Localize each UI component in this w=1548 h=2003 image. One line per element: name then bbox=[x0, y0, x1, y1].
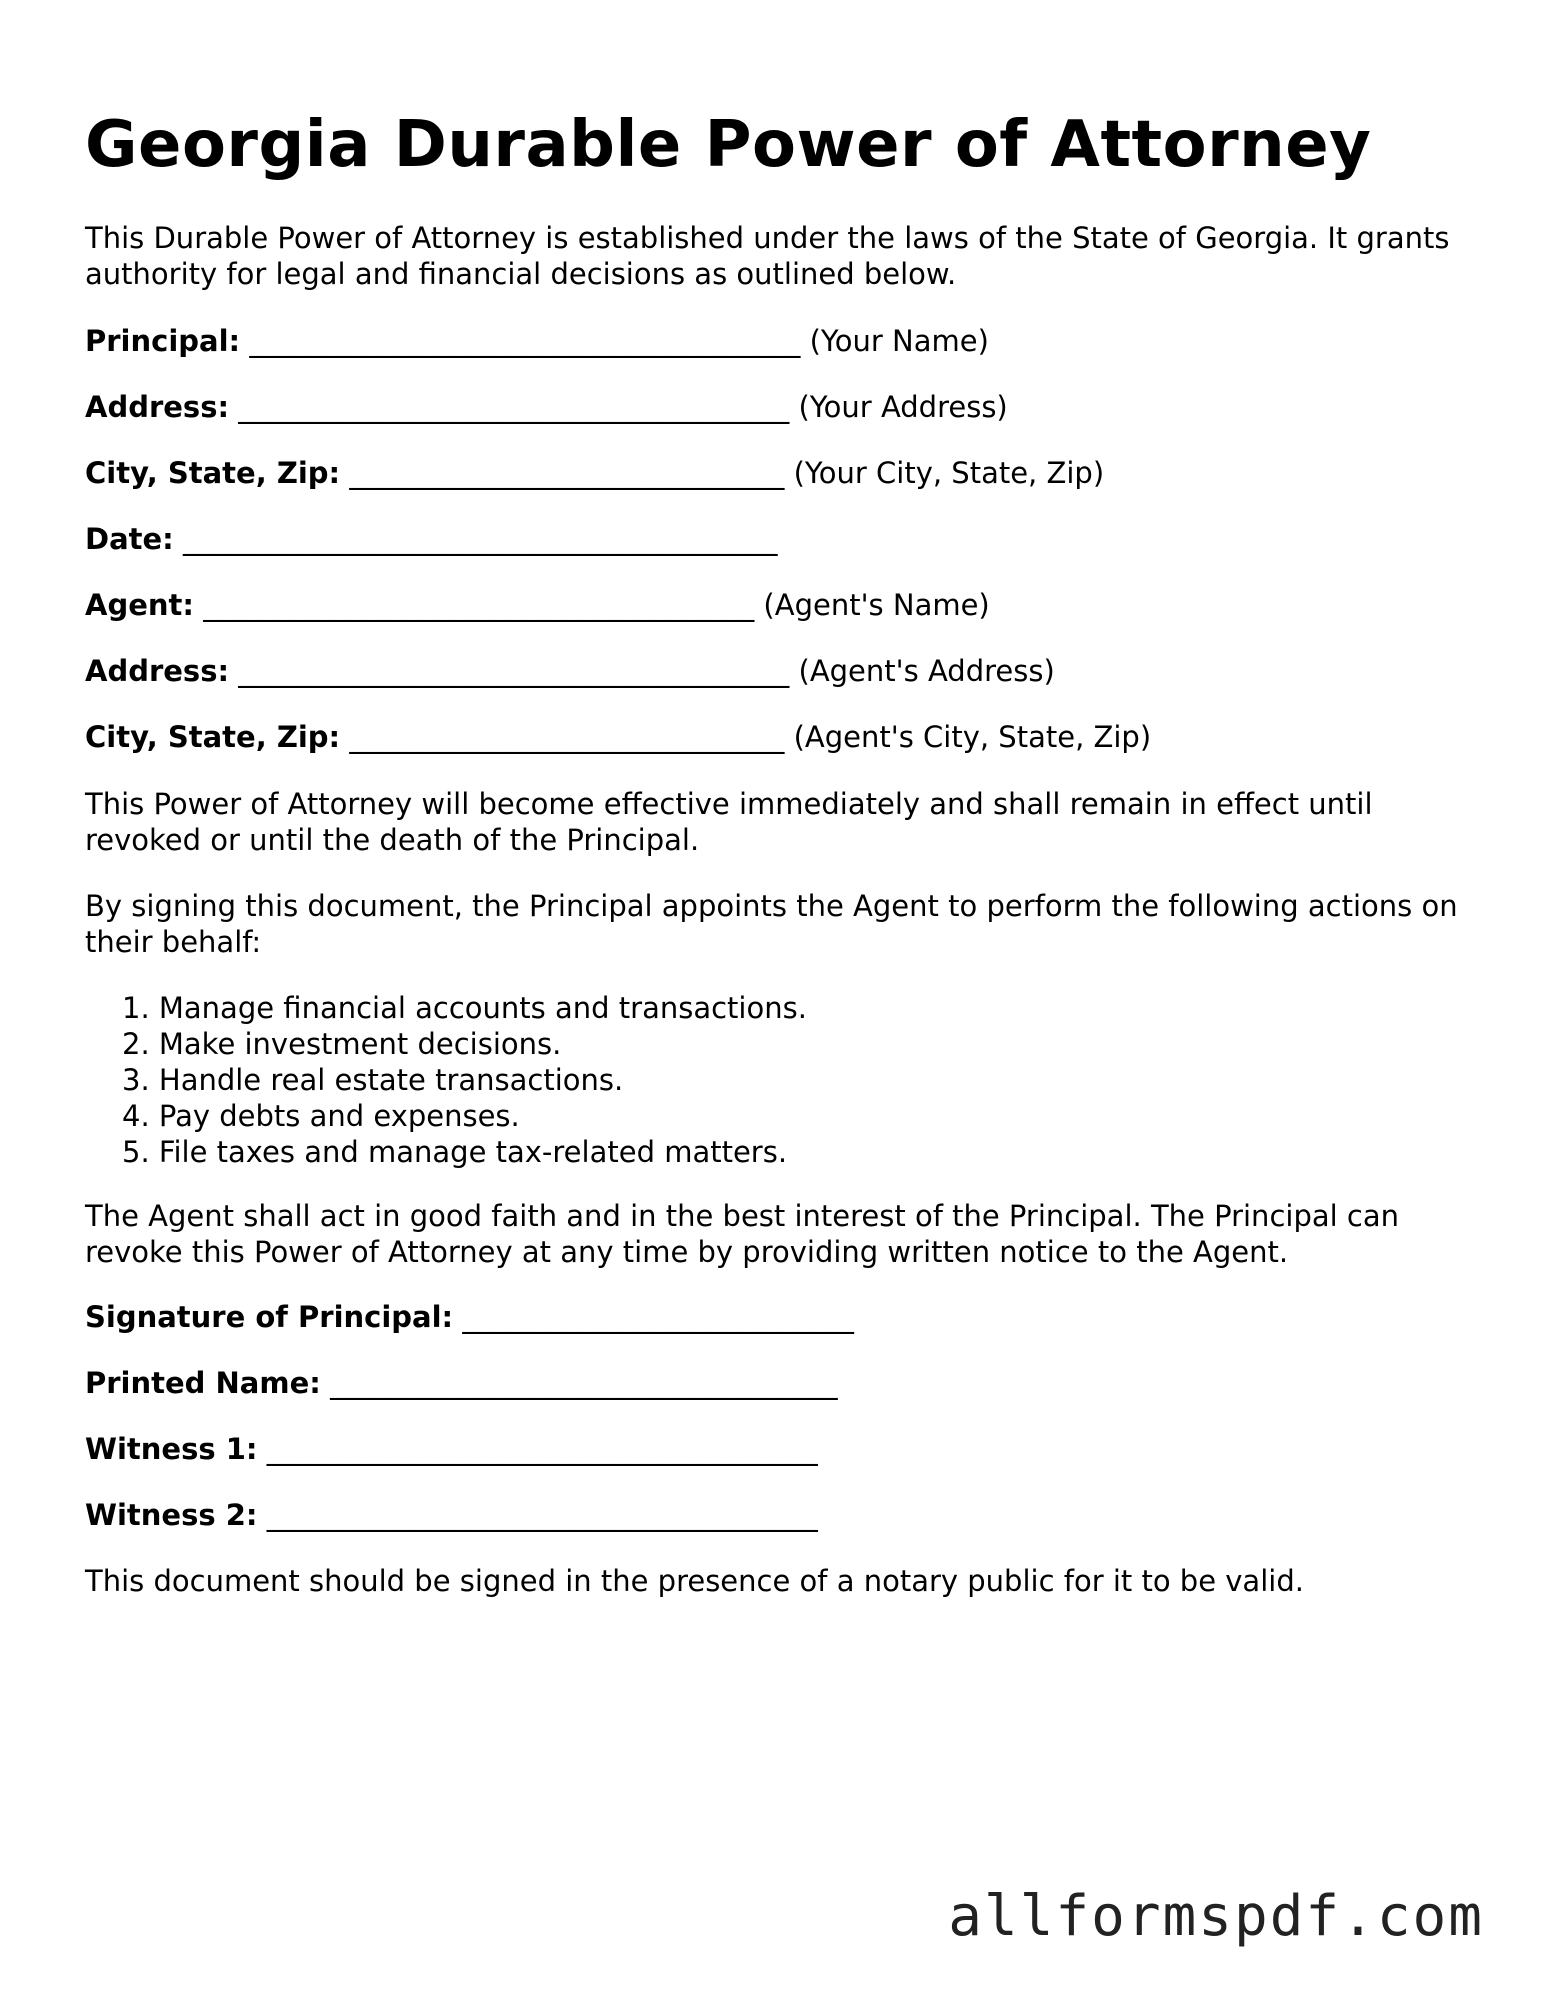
witness-1-field bbox=[85, 1431, 818, 1467]
blank-line: ______________________________________ bbox=[249, 324, 801, 358]
list-item: 4. Pay debts and expenses. bbox=[122, 1099, 520, 1133]
effective-paragraph: This Power of Attorney will become effective immediately and shall remain in effect until revoked or until the death of the Principal. bbox=[85, 787, 1373, 857]
blank-line: ______________________________ bbox=[349, 456, 785, 490]
field-label: Witness 1: bbox=[85, 1432, 258, 1466]
field-label: Agent: bbox=[85, 588, 194, 622]
intro-paragraph: This Durable Power of Attorney is established under the laws of the State of Georgia. It grants authority for legal and financial decisions as outlined below. bbox=[85, 221, 1450, 291]
field-hint: (Your Address) bbox=[798, 390, 1008, 424]
agent-address-field bbox=[85, 653, 1055, 689]
field-hint: (Agent's Name) bbox=[763, 588, 990, 622]
agent-name-field bbox=[85, 587, 990, 623]
field-label: Address: bbox=[85, 390, 230, 424]
page-title: Georgia Durable Power of Attorney bbox=[85, 108, 1372, 182]
blank-line: _________________________________________ bbox=[183, 522, 778, 556]
witness-2-field bbox=[85, 1497, 818, 1533]
field-hint: (Your City, State, Zip) bbox=[793, 456, 1105, 490]
good-faith-paragraph: The Agent shall act in good faith and in the best interest of the Principal. The Principal can revoke this Power of Attorney at any time by providing written notice to the Agent. bbox=[85, 1199, 1399, 1269]
blank-line: ___________________________ bbox=[462, 1300, 854, 1334]
field-label: Principal: bbox=[85, 324, 241, 358]
date-field bbox=[85, 521, 778, 557]
field-label: City, State, Zip: bbox=[85, 720, 341, 754]
list-item: 5. File taxes and manage tax-related matters. bbox=[122, 1135, 788, 1169]
field-label: Witness 2: bbox=[85, 1498, 258, 1532]
field-hint: (Agent's City, State, Zip) bbox=[793, 720, 1152, 754]
field-label: Signature of Principal: bbox=[85, 1300, 454, 1334]
field-label: Printed Name: bbox=[85, 1366, 321, 1400]
field-hint: (Agent's Address) bbox=[798, 654, 1055, 688]
blank-line: ______________________________________ bbox=[266, 1498, 818, 1532]
notary-paragraph: This document should be signed in the presence of a notary public for it to be valid. bbox=[85, 1564, 1304, 1598]
principal-city-field bbox=[85, 455, 1104, 491]
principal-name-field bbox=[85, 323, 989, 359]
field-label: Date: bbox=[85, 522, 174, 556]
field-label: City, State, Zip: bbox=[85, 456, 341, 490]
appoints-paragraph: By signing this document, the Principal appoints the Agent to perform the following actions on their behalf: bbox=[85, 889, 1458, 959]
blank-line: ______________________________ bbox=[349, 720, 785, 754]
principal-signature-field bbox=[85, 1299, 854, 1335]
field-hint: (Your Name) bbox=[809, 324, 989, 358]
principal-address-field bbox=[85, 389, 1008, 425]
site-watermark: allformspdf.com bbox=[948, 1884, 1484, 1949]
blank-line: ______________________________________ bbox=[203, 588, 755, 622]
actions-list bbox=[122, 990, 807, 1170]
list-item: 3. Handle real estate transactions. bbox=[122, 1063, 624, 1097]
blank-line: ___________________________________ bbox=[330, 1366, 838, 1400]
blank-line: ______________________________________ bbox=[238, 654, 790, 688]
list-item: 1. Manage financial accounts and transactions. bbox=[122, 991, 807, 1025]
list-item: 2. Make investment decisions. bbox=[122, 1027, 562, 1061]
field-label: Address: bbox=[85, 654, 230, 688]
printed-name-field bbox=[85, 1365, 838, 1401]
blank-line: ______________________________________ bbox=[238, 390, 790, 424]
agent-city-field bbox=[85, 719, 1151, 755]
blank-line: ______________________________________ bbox=[266, 1432, 818, 1466]
